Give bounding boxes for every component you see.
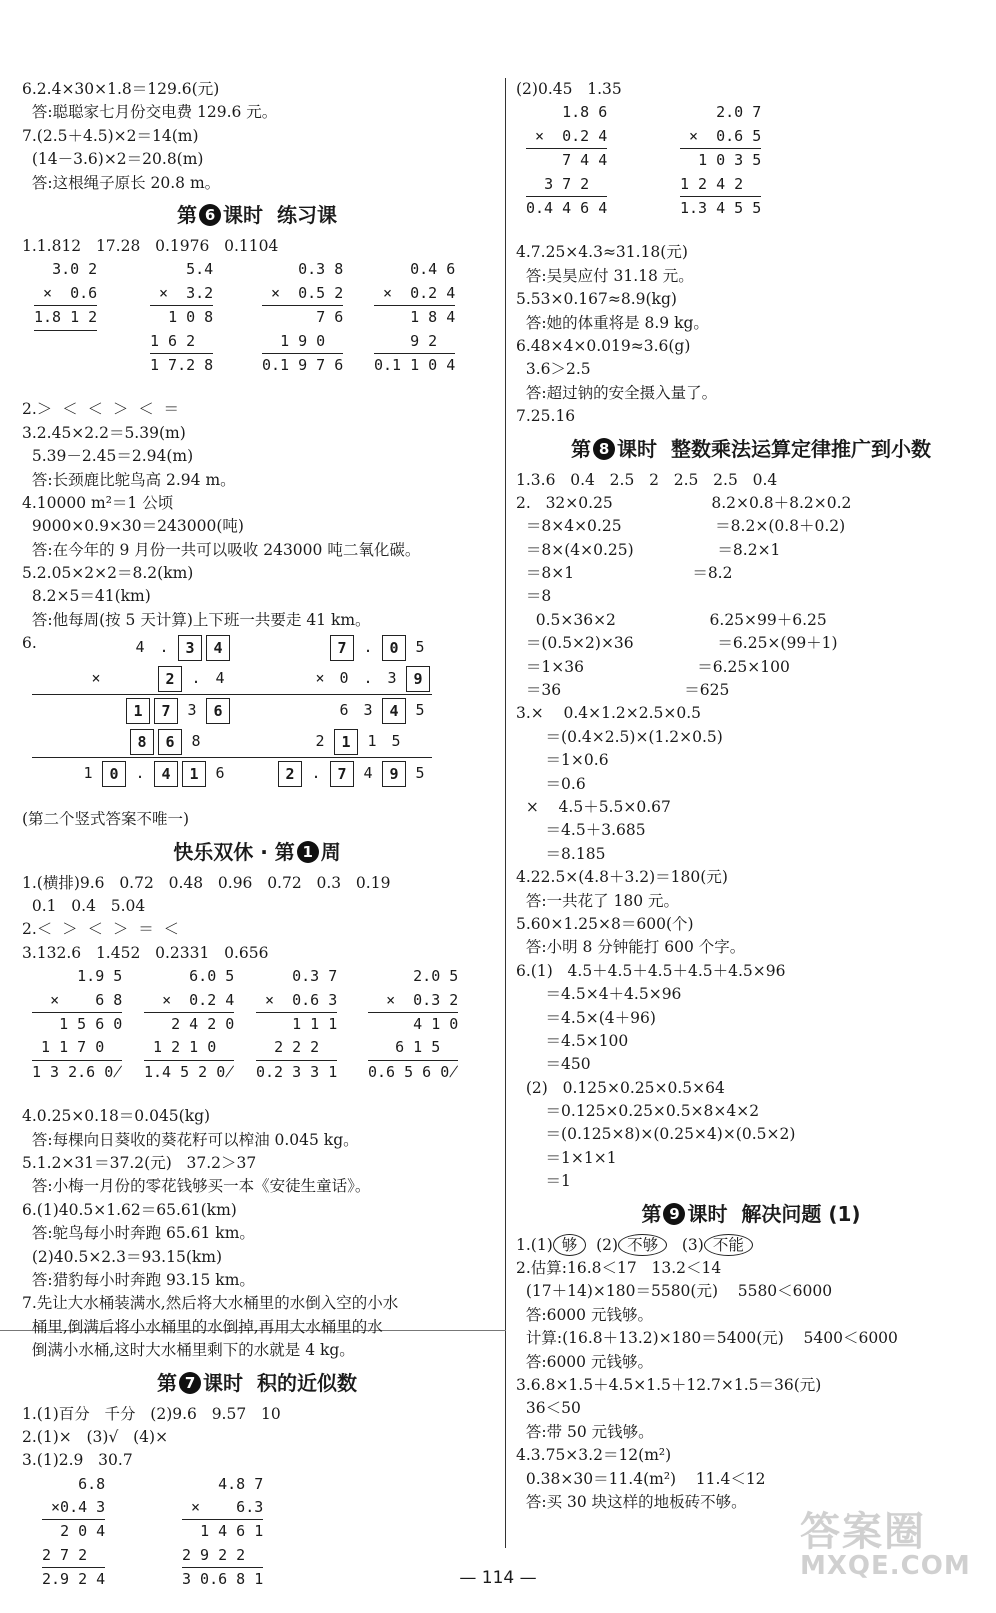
- box-calc-row: [32, 632, 232, 663]
- calc-line: 0.2 3 3 1: [256, 1062, 338, 1081]
- answer-line: 答:他每周(按 5 天计算)上下班一共要走 41 km。: [22, 610, 371, 629]
- answer-line: 答:猎豹每小时奔跑 93.15 km。: [22, 1270, 255, 1289]
- weekend-heading: [22, 832, 492, 872]
- circled-answer: 够: [553, 1234, 587, 1256]
- box-calc-row: [232, 663, 432, 695]
- calc-line: 2 2 2: [256, 1036, 337, 1060]
- digit: 8: [191, 732, 201, 751]
- calc-line: × 0.2 4: [144, 989, 234, 1013]
- calc-line: × 0.6 5: [680, 125, 761, 149]
- answer-line: 36＜50: [516, 1399, 581, 1418]
- answer-box: 7: [330, 761, 354, 787]
- answer-line: 3.(1)2.9 30.7: [22, 1451, 133, 1470]
- answer-line: ＝4.5×(4＋96): [516, 1008, 656, 1027]
- answer-box: 1: [334, 729, 358, 755]
- answer-line: 1.(横排)9.6 0.72 0.48 0.96 0.72 0.3 0.19: [22, 873, 391, 892]
- calc-line: 1 2 4 2: [680, 173, 761, 197]
- lesson-number-badge: 7: [179, 1372, 201, 1394]
- answer-line: 桶里,倒满后将小水桶里的水倒掉,再用大水桶里的水: [22, 1317, 383, 1336]
- answer-line: 答:买 30 块这样的地板砖不够。: [516, 1492, 747, 1511]
- calc-line: [34, 331, 97, 354]
- answer-line: ＝1: [516, 1172, 571, 1191]
- calc-line: 1.9 5: [77, 967, 123, 986]
- box-calc-row: [232, 758, 432, 789]
- calc-line: 4.8 7: [218, 1474, 264, 1493]
- digit: 3: [363, 701, 373, 720]
- digit: .: [311, 764, 321, 783]
- calc-line: 7 4 4: [562, 151, 608, 170]
- digit: .: [363, 669, 373, 688]
- vertical-calculation: [262, 258, 343, 377]
- answer-line: 3.6＞2.5: [516, 360, 591, 379]
- lesson-number-badge: 9: [663, 1203, 685, 1225]
- answer-box: 0: [102, 761, 126, 787]
- calc-line: 1.8 6: [562, 103, 608, 122]
- answer-line: 4.7.25×4.3≈31.18(元): [516, 243, 688, 262]
- answer-line: ＝1×0.6: [516, 751, 609, 770]
- digit: .: [159, 638, 169, 657]
- answer-line: 9000×0.9×30＝243000(吨): [22, 517, 244, 536]
- calc-line: 1 3 2.6 0̸: [32, 1062, 123, 1081]
- answer-line: 2.(1)× (3)√ (4)×: [22, 1427, 169, 1446]
- digit: .: [135, 764, 145, 783]
- digit: ×: [91, 669, 101, 688]
- left-column: [22, 78, 492, 1613]
- calc-line: 3 0.6 8 1: [182, 1570, 264, 1589]
- answer-line: ＝1×1×1: [516, 1148, 617, 1167]
- calc-line: × 0.6: [34, 282, 97, 306]
- answer-line: ＝4.5＋3.685: [516, 821, 646, 840]
- vertical-calculation: [150, 258, 213, 377]
- lesson-7b-calcs: [516, 101, 986, 241]
- heading-prefix: 第: [157, 1370, 178, 1395]
- calc-line: 6.0 5: [189, 967, 235, 986]
- answer-line: 6.2.4×30×1.8＝129.6(元): [22, 80, 220, 98]
- answer-line: 答:鸵鸟每小时奔跑 65.61 km。: [22, 1224, 255, 1243]
- lesson-6-heading: [22, 195, 492, 235]
- digit: .: [191, 669, 201, 688]
- answer-line: 3.2.45×2.2＝5.39(m): [22, 423, 186, 442]
- calc-line: 1 2 1 0: [144, 1036, 234, 1060]
- calc-line: 3 7 2: [526, 173, 607, 197]
- answer-line: ＝8×(4×0.25) ＝8.2×1: [516, 540, 781, 559]
- answer-line: 答:小梅一月份的零花钱够买一本《安徒生童话》。: [22, 1177, 371, 1196]
- answer-line: ＝450: [516, 1055, 591, 1074]
- answer-line: 5.2.05×2×2＝8.2(km): [22, 564, 194, 583]
- digit: 5: [415, 701, 425, 720]
- calc-line: × 6 8: [32, 989, 122, 1013]
- answer-line: 答:聪聪家七月份交电费 129.6 元。: [22, 103, 278, 122]
- heading-prefix: 第: [641, 1201, 662, 1226]
- answer-line: 5.1.2×31＝37.2(元) 37.2＞37: [22, 1153, 257, 1172]
- answer-box: 7: [154, 698, 178, 724]
- digit: [208, 726, 232, 757]
- calc-line: 0.1 9 7 6: [262, 355, 344, 374]
- digit: .: [363, 638, 373, 657]
- lesson-6-calcs: [22, 258, 492, 398]
- calc-line: 1 1 1: [292, 1015, 338, 1034]
- calc-line: [34, 354, 97, 377]
- answer-line: ＝36 ＝625: [516, 681, 730, 700]
- answer-line: 答:这根绳子原长 20.8 m。: [22, 173, 221, 192]
- calc-line: × 0.3 2: [368, 989, 458, 1013]
- vertical-calculation: [32, 965, 122, 1084]
- calc-line: 0.3 8: [298, 260, 344, 279]
- digit: 4: [215, 669, 225, 688]
- lesson-7-heading: [22, 1363, 492, 1403]
- answer-line: 答:一共花了 180 元。: [516, 891, 680, 910]
- answer-line: ＝8×1 ＝8.2: [516, 564, 733, 583]
- calc-line: 6.8: [78, 1474, 106, 1493]
- calc-line: 1 0 8: [168, 308, 214, 327]
- calc-line: 0.4 6: [410, 260, 456, 279]
- answer-line: 6.48×4×0.019≈3.6(g): [516, 336, 691, 355]
- calc-line: 0.3 7: [292, 967, 338, 986]
- calc-line: × 0.2 4: [374, 282, 455, 306]
- calc-line: 9 2: [374, 330, 455, 354]
- digit: 5: [391, 732, 401, 751]
- calc-line: 5.4: [186, 260, 214, 279]
- answer-box: 6: [206, 698, 230, 724]
- digit: [408, 726, 432, 757]
- calc-line: × 0.5 2: [262, 282, 343, 306]
- digit: 3: [187, 701, 197, 720]
- watermark-text: 答案圈: [800, 1509, 926, 1555]
- calc-line: 2 9 2 2: [182, 1544, 263, 1568]
- answer-line: (17＋14)×180＝5580(元) 5580＜6000: [516, 1282, 833, 1301]
- answer-line: 答:超过钠的安全摄入量了。: [516, 383, 718, 402]
- answer-line: 答:长颈鹿比鸵鸟高 2.94 m。: [22, 470, 236, 489]
- calc-line: 1 5 6 0: [59, 1015, 123, 1034]
- calc-line: 1 8 4: [410, 308, 456, 327]
- digit: 5: [415, 638, 425, 657]
- answer-line: 答:在今年的 9 月份一共可以吸收 243000 吨二氧化碳。: [22, 540, 421, 559]
- calc-line: ×0.4 3: [42, 1496, 105, 1520]
- calc-line: 1.4 5 2 0̸: [144, 1062, 235, 1081]
- answer-line: 倒满小水桶,这时大水桶里剩下的水就是 4 kg。: [22, 1341, 355, 1360]
- heading-prefix: 快乐双休 · 第: [173, 839, 295, 864]
- digit: 1: [367, 732, 377, 751]
- digit: 0: [339, 669, 349, 688]
- calc-line: 2 0 4: [60, 1522, 106, 1541]
- answer-line: 1.3.6 0.4 2.5 2 2.5 2.5 0.4: [516, 470, 778, 489]
- answer-line: (2) 0.125×0.25×0.5×64: [516, 1078, 725, 1097]
- answer-line: 4.0.25×0.18＝0.045(kg): [22, 1107, 211, 1126]
- box-calc-row: [32, 726, 232, 758]
- box-calc-row: [32, 695, 232, 726]
- calc-line: 1.3 4 5 5: [680, 199, 762, 218]
- calc-line: 1 0 3 5: [698, 151, 762, 170]
- box-calcs: [22, 632, 492, 808]
- answer-line: 答:6000 元钱够。: [516, 1352, 653, 1371]
- lesson-number-badge: 8: [593, 438, 615, 460]
- box-calc-row: [232, 632, 432, 663]
- answer-box: 3: [178, 635, 202, 661]
- calc-line: 2.9 2 4: [42, 1570, 106, 1589]
- calc-line: 1 6 2: [150, 330, 213, 354]
- answer-box: 9: [382, 761, 406, 787]
- answer-line: ＝1×36 ＝6.25×100: [516, 657, 790, 676]
- answer-line: 6.(1) 4.5＋4.5＋4.5＋4.5＋4.5×96: [516, 961, 786, 980]
- answer-line: (2)0.45 1.35: [516, 80, 622, 98]
- lesson-8-heading: [516, 429, 986, 469]
- answer-line: 答:她的体重将是 8.9 kg。: [516, 313, 709, 332]
- calc-line: × 6.3: [182, 1496, 263, 1520]
- circled-answer: 不够: [618, 1234, 667, 1256]
- answer-box: 4: [206, 635, 230, 661]
- heading-title: 课时 解决问题 (1): [687, 1201, 861, 1226]
- answer-line: 8.2×5＝41(km): [22, 587, 151, 606]
- watermark-logo: [800, 1500, 971, 1581]
- answer-line: 3.6.8×1.5＋4.5×1.5＋12.7×1.5＝36(元): [516, 1375, 822, 1394]
- lesson-number-badge: 1: [297, 841, 319, 863]
- answer-line: 答:每棵向日葵收的葵花籽可以榨油 0.045 kg。: [22, 1130, 359, 1149]
- calc-line: × 0.2 4: [526, 125, 607, 149]
- heading-prefix: 第: [571, 436, 592, 461]
- answer-line: 2.＞ ＜ ＜ ＞ ＜ ＝: [22, 400, 180, 419]
- answer-line: 3.132.6 1.452 0.2331 0.656: [22, 943, 269, 962]
- label: (3): [667, 1235, 704, 1254]
- answer-line: 5.53×0.167≈8.9(kg): [516, 290, 677, 309]
- digit: 2: [315, 732, 325, 751]
- answer-line: 3.× 0.4×1.2×2.5×0.5: [516, 704, 702, 723]
- answer-box: 1: [126, 698, 150, 724]
- digit: 3: [387, 669, 397, 688]
- answer-line: 0.5×36×2 6.25×99＋6.25: [516, 610, 827, 629]
- note-line: (第二个竖式答案不唯一): [22, 810, 190, 829]
- lesson-7-calcs: [22, 1473, 492, 1613]
- heading-title: 课时 整数乘法运算定律推广到小数: [617, 436, 931, 461]
- answer-line: ＝0.125×0.25×0.5×8×4×2: [516, 1102, 760, 1121]
- answer-line: 1.(1)百分 千分 (2)9.6 9.57 10: [22, 1404, 281, 1423]
- answer-line: ＝(0.125×8)×(0.25×4)×(0.5×2): [516, 1125, 796, 1144]
- calc-line: 7 6: [316, 308, 344, 327]
- heading-title: 课时 练习课: [223, 202, 337, 227]
- box-calculation: [32, 632, 232, 789]
- answer-line: (2)40.5×2.3＝93.15(km): [22, 1247, 223, 1266]
- box-calc-row: [232, 695, 432, 726]
- answer-line: 0.1 0.4 5.04: [22, 897, 146, 916]
- digit: 4: [363, 764, 373, 783]
- answer-box: 9: [406, 666, 430, 692]
- answer-line: 答:6000 元钱够。: [516, 1305, 653, 1324]
- answer-line: 4.10000 m²＝1 公顷: [22, 493, 174, 512]
- calc-line: × 3.2: [150, 282, 213, 306]
- vertical-calculation: [34, 258, 97, 377]
- answer-box: 4: [382, 698, 406, 724]
- digit: 1: [83, 764, 93, 783]
- digit: 4: [135, 638, 145, 657]
- answer-line: 7.(2.5＋4.5)×2＝14(m): [22, 126, 199, 145]
- answer-line: 2. 32×0.25 8.2×0.8＋8.2×0.2: [516, 493, 852, 512]
- answer-box: 7: [330, 635, 354, 661]
- answer-line: ＝8.185: [516, 844, 606, 863]
- answer-line: × 4.5＋5.5×0.67: [516, 797, 671, 816]
- answer-box: 2: [278, 761, 302, 787]
- calc-line: 0.1 1 0 4: [374, 355, 456, 374]
- right-column: [516, 78, 986, 1514]
- answer-line: ＝(0.5×2)×36 ＝6.25×(99＋1): [516, 634, 838, 653]
- calc-line: 3.0 2: [52, 260, 98, 279]
- vertical-calculation: [144, 965, 234, 1084]
- heading-title: 周: [320, 839, 341, 864]
- digit: 6: [339, 701, 349, 720]
- label: (2): [586, 1235, 619, 1254]
- answer-line: 答:小明 8 分钟能打 600 个字。: [516, 938, 746, 957]
- answer-box: 6: [158, 729, 182, 755]
- weekend-calcs: [22, 965, 492, 1105]
- vertical-calculation: [256, 965, 337, 1084]
- page-number: — 114 —: [459, 1568, 537, 1588]
- calc-line: 1.8 1 2: [34, 306, 97, 330]
- calc-line: 2.0 5: [413, 967, 459, 986]
- heading-prefix: 第: [177, 202, 198, 227]
- label: 1.(1): [516, 1235, 553, 1254]
- circled-answer: 不能: [704, 1234, 753, 1256]
- calc-line: 6 1 5: [368, 1036, 458, 1060]
- calc-line: 1 1 7 0: [32, 1036, 122, 1060]
- answer-line: 2.＜ ＞ ＜ ＞ ＝ ＜: [22, 920, 180, 939]
- answer-box: 8: [130, 729, 154, 755]
- calc-line: 2.0 7: [716, 103, 762, 122]
- answer-line: (14－3.6)×2＝20.8(m): [22, 150, 204, 169]
- calc-line: × 0.6 3: [256, 989, 337, 1013]
- answer-line: 5.39－2.45＝2.94(m): [22, 447, 194, 466]
- digit: ×: [315, 669, 325, 688]
- digit: [108, 663, 132, 694]
- lesson-number-badge: 6: [199, 204, 221, 226]
- watermark-url: MXQE.COM: [800, 1551, 971, 1581]
- answer-line: ＝8×4×0.25 ＝8.2×(0.8＋0.2): [516, 517, 846, 536]
- answer-line: 答:带 50 元钱够。: [516, 1422, 654, 1441]
- box-calculation: [232, 632, 432, 789]
- answer-line: ＝8: [516, 587, 552, 606]
- box-calc-row: [32, 758, 232, 789]
- answer-box: 0: [382, 635, 406, 661]
- calc-line: 0.6 5 6 0̸: [368, 1062, 459, 1081]
- answer-line: 5.60×1.25×8＝600(个): [516, 914, 694, 933]
- answer-line: 7.先让大水桶装满水,然后将大水桶里的水倒入空的小水: [22, 1294, 399, 1313]
- vertical-calculation: [680, 101, 761, 220]
- lesson-9-heading: [516, 1194, 986, 1234]
- calc-line: 4 1 0: [413, 1015, 459, 1034]
- answer-box: 2: [158, 666, 182, 692]
- answer-line: 0.38×30＝11.4(m²) 11.4＜12: [516, 1469, 766, 1488]
- vertical-calculation: [368, 965, 458, 1084]
- question-number: 6.: [22, 634, 37, 653]
- calc-line: 2 4 2 0: [171, 1015, 235, 1034]
- answer-line: 计算:(16.8＋13.2)×180＝5400(元) 5400＜6000: [516, 1329, 898, 1348]
- answer-line: 1.1.812 17.28 0.1976 0.1104: [22, 236, 279, 255]
- digit: 5: [415, 764, 425, 783]
- answer-line: 4.3.75×3.2＝12(m²): [516, 1446, 672, 1465]
- digit: 6: [215, 764, 225, 783]
- box-calc-row: [32, 663, 232, 695]
- answer-line: 4.22.5×(4.8＋3.2)＝180(元): [516, 868, 728, 887]
- answer-line: ＝4.5×100: [516, 1031, 629, 1050]
- answer-line: ＝(0.4×2.5)×(1.2×0.5): [516, 727, 723, 746]
- column-divider: [505, 78, 506, 1548]
- digit: [132, 663, 156, 694]
- answer-line: 6.(1)40.5×1.62＝65.61(km): [22, 1200, 237, 1219]
- answer-line: 7.25.16: [516, 407, 576, 426]
- vertical-calculation: [374, 258, 455, 377]
- answer-box: 4: [154, 761, 178, 787]
- answer-line: 2.估算:16.8＜17 13.2＜14: [516, 1259, 722, 1278]
- answer-box: 1: [182, 761, 206, 787]
- calc-line: 2 7 2: [42, 1544, 105, 1568]
- answer-line: 答:吴昊应付 31.18 元。: [516, 266, 694, 285]
- calc-line: 1 9 0: [262, 330, 343, 354]
- calc-line: 1 4 6 1: [200, 1522, 264, 1541]
- answer-line: ＝4.5×4＋4.5×96: [516, 985, 682, 1004]
- answer-line: ＝0.6: [516, 774, 586, 793]
- vertical-calculation: [526, 101, 607, 220]
- box-calc-row: [232, 726, 432, 758]
- answer-line: [516, 1234, 986, 1257]
- calc-line: 1 7.2 8: [150, 355, 214, 374]
- calc-line: 0.4 4 6 4: [526, 199, 608, 218]
- heading-title: 课时 积的近似数: [203, 1370, 357, 1395]
